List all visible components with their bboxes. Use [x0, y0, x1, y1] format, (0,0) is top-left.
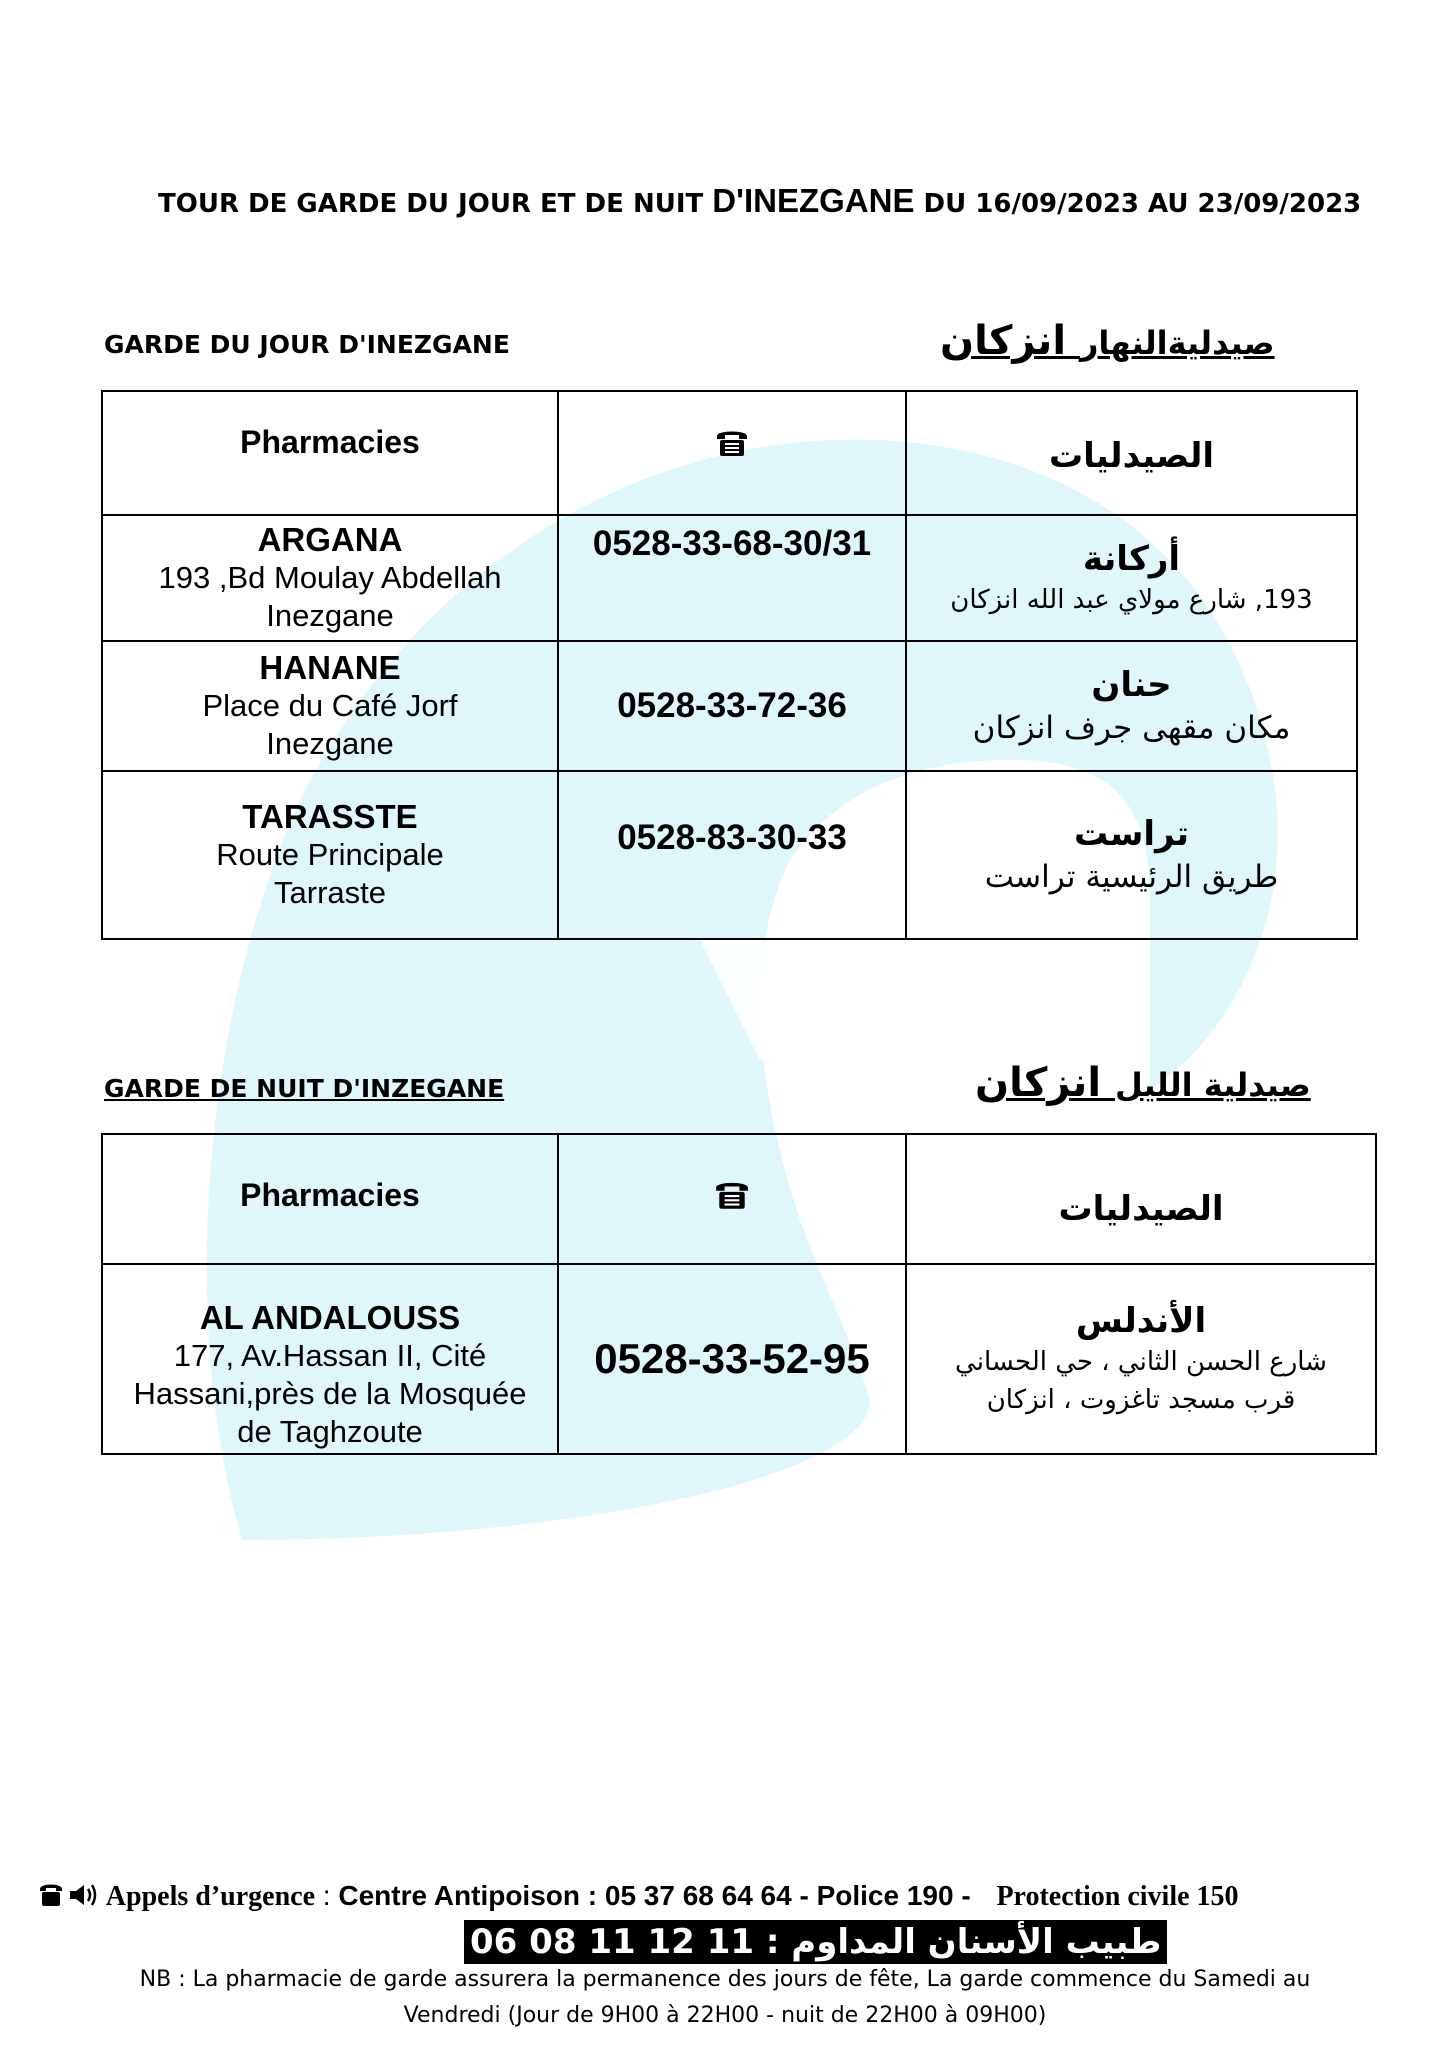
pharmacy-address: Place du Café Jorf — [202, 688, 458, 723]
telephone-icon — [715, 428, 749, 463]
table-row — [102, 771, 1357, 939]
table-header-row — [102, 1134, 1376, 1264]
pharmacy-phone: 0528-33-68-30/31 — [592, 524, 872, 563]
on-duty-dentist: طبيب الأسنان المداوم : 11 12 11 08 06 — [464, 1920, 1167, 1964]
pharmacy-address: de Taghzoute — [237, 1414, 423, 1449]
pharmacy-name: TARASSTE — [242, 798, 418, 835]
table-row — [102, 515, 1357, 641]
night-section-title-ar: صيدلية الليل انزكان — [975, 1060, 1311, 1106]
pharmacy-address: 193 ,Bd Moulay Abdellah — [158, 560, 502, 595]
day-section-title-ar: صيدليةالنهار انزكان — [940, 318, 1275, 364]
pharmacy-address-ar: قرب مسجد تاغزوت ، انزكان — [986, 1385, 1296, 1415]
antipoison-police: Centre Antipoison : 05 37 68 64 64 - Police 190 - — [338, 1880, 971, 1911]
pharmacy-address: Tarraste — [274, 875, 386, 910]
column-header-pharmacies: Pharmacies — [240, 424, 420, 460]
pharmacy-address-ar: طريق الرئيسية تراست — [984, 859, 1279, 895]
night-section-title-fr: GARDE DE NUIT D'INZEGANE — [104, 1074, 505, 1103]
table-row — [102, 641, 1357, 771]
column-header-pharmacies: Pharmacies — [240, 1177, 420, 1213]
phone-speaker-icon — [38, 1881, 98, 1916]
emergency-contacts: Appels d’urgence : Centre Antipoison : 05 37 68 64 64 - Police 190 - Protection civile 150 — [38, 1880, 1418, 1916]
pharmacy-address-ar: شارع الحسن الثاني ، حي الحساني — [955, 1347, 1327, 1377]
column-header-pharmacies-ar: الصيدليات — [1048, 436, 1215, 476]
pharmacy-name-ar: تراست — [1074, 814, 1189, 854]
pharmacy-address: 177, Av.Hassan II, Cité — [173, 1338, 487, 1373]
pharmacy-name: AL ANDALOUSS — [199, 1299, 461, 1336]
pharmacy-address: Inezgane — [266, 726, 394, 761]
day-pharmacies-table — [101, 390, 1358, 940]
pharmacy-address-ar: مكان مقهى جرف انزكان — [972, 710, 1291, 746]
pharmacy-address: Inezgane — [266, 598, 394, 633]
pharmacy-address-ar: 193, شارع مولاي عبد الله انزكان — [950, 585, 1313, 615]
day-section-title-fr: GARDE DU JOUR D'INEZGANE — [104, 330, 510, 359]
title-city: D'INEZGANE — [712, 182, 915, 219]
pharmacy-phone: 0528-33-72-36 — [617, 686, 847, 725]
pharmacy-name-ar: أركانة — [1082, 539, 1181, 579]
pharmacy-name: HANANE — [259, 649, 401, 686]
table-header-row — [102, 391, 1357, 515]
pharmacy-address: Hassani,près de la Mosquée — [133, 1376, 527, 1411]
telephone-icon — [714, 1179, 750, 1216]
pharmacy-name-ar: الأندلس — [1075, 1301, 1207, 1341]
footer-note: NB : La pharmacie de garde assurera la permanence des jours de fête, La garde commence du Samedi au Vendredi (Jour de 9H00 à 22H00 - nuit de 22H00 à 09H00) — [139, 1967, 1311, 2028]
pharmacy-phone: 0528-33-52-95 — [594, 1335, 870, 1382]
emergency-label: Appels d’urgence — [105, 1881, 316, 1912]
pharmacy-name: ARGANA — [257, 521, 403, 558]
night-pharmacies-table — [101, 1133, 1377, 1455]
page-title: TOUR DE GARDE DU JOUR ET DE NUIT D'INEZGANE DU 16/09/2023 AU 23/09/2023 — [158, 182, 1362, 219]
column-header-pharmacies-ar: الصيدليات — [1058, 1189, 1224, 1229]
civil-protection: Protection civile 150 — [996, 1881, 1239, 1912]
table-row — [102, 1264, 1376, 1454]
pharmacy-phone: 0528-83-30-33 — [617, 818, 847, 857]
pharmacy-address: Route Principale — [216, 837, 444, 872]
pharmacy-name-ar: حنان — [1091, 665, 1172, 705]
